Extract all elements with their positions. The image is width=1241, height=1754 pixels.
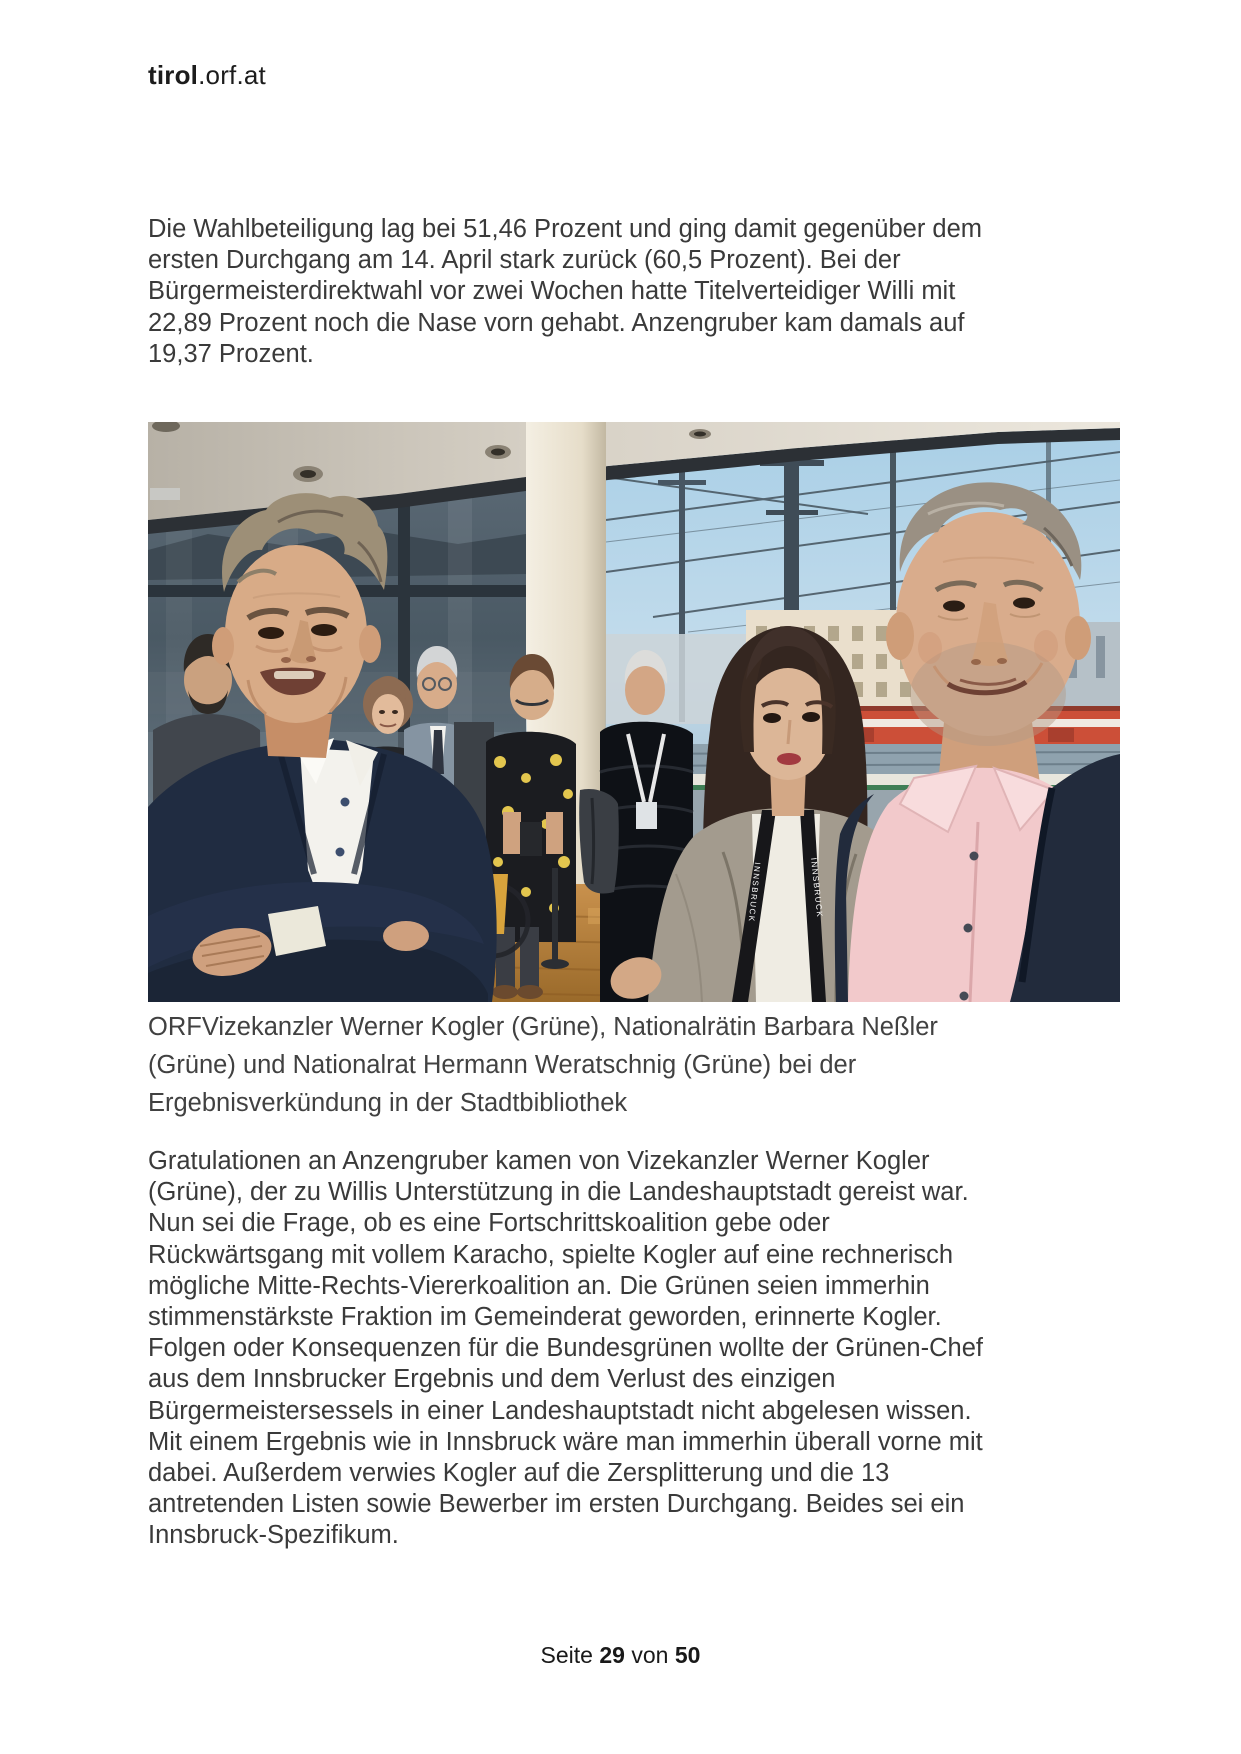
photo-scene [148,422,1120,1002]
page-footer [0,1642,1241,1669]
wall-sign [150,488,180,500]
caption-line: Ergebnisverkündung in der Stadtbibliothek [148,1089,628,1117]
text-line: dabei. Außerdem verwies Kogler auf die Zersplitterung und die 13 [148,1459,890,1488]
text-line: aus dem Innsbrucker Ergebnis und dem Verlust des einzigen [148,1365,836,1394]
footer-label-of: von [631,1642,669,1668]
text-line: antretenden Listen sowie Bewerber im ersten Durchgang. Beides sei ein [148,1490,965,1519]
badge [636,802,657,829]
site-name-bold: tirol [148,60,199,90]
text-line: Bürgermeistersessels in einer Landeshauptstadt nicht abgelesen wissen. [148,1396,972,1425]
phone [520,822,542,856]
nessler-lips [777,753,801,765]
text-line: stimmenstärkste Fraktion im Gemeinderat geworden, erinnerte Kogler. [148,1303,942,1332]
text-line: Rückwärtsgang mit vollem Karacho, spielte Kogler auf eine rechnerisch [148,1240,954,1269]
text-line: Mit einem Ergebnis wie in Innsbruck wäre man immerhin überall vorne mit [148,1427,983,1456]
lanyard-text: INNSBRUCK [809,857,825,919]
coat-on-column [579,789,619,894]
text-line: Gratulationen an Anzengruber kamen von Vizekanzler Werner Kogler [148,1147,930,1175]
caption-line: (Grüne) und Nationalrat Hermann Weratschnig (Grüne) bei der [148,1051,857,1079]
text-line: Folgen oder Konsequenzen für die Bundesgrünen wollte der Grünen-Chef [148,1334,983,1363]
text-line: (Grüne), der zu Willis Unterstützung in die Landeshauptstadt gereist war. [148,1178,969,1207]
body-paragraph [148,1146,983,1552]
site-header [148,60,266,91]
text-line: mögliche Mitte-Rechts-Viererkoalition an. Die Grünen seien immerhin [148,1271,930,1300]
text-line: Nun sei die Frage, ob es eine Fortschrittskoalition gebe oder [148,1209,830,1238]
article-photo [148,422,1120,1002]
lanyard-text: INNSBRUCK [746,861,762,924]
text-line: Die Wahlbeteiligung lag bei 51,46 Prozent und ging damit gegenüber dem [148,215,983,243]
text-line: Bürgermeisterdirektwahl vor zwei Wochen hatte Titelverteidiger Willi mit [148,277,956,306]
text-line: Innsbruck-Spezifikum. [148,1521,399,1550]
photo-caption [148,1008,938,1122]
footer-page-number: 29 [599,1642,625,1668]
text-line: ersten Durchgang am 14. April stark zurück (60,5 Prozent). Bei der [148,246,901,275]
caption-line: ORFVizekanzler Werner Kogler (Grüne), Nationalrätin Barbara Neßler [148,1013,938,1041]
kogler-face [225,545,367,723]
text-line: 19,37 Prozent. [148,339,314,368]
site-name-rest: .orf.at [198,60,266,90]
footer-label-page: Seite [540,1642,593,1668]
text-line: 22,89 Prozent noch die Nase vorn gehabt. Anzengruber kam damals auf [148,308,965,337]
intro-paragraph [148,214,982,370]
footer-total-pages: 50 [674,1642,701,1668]
